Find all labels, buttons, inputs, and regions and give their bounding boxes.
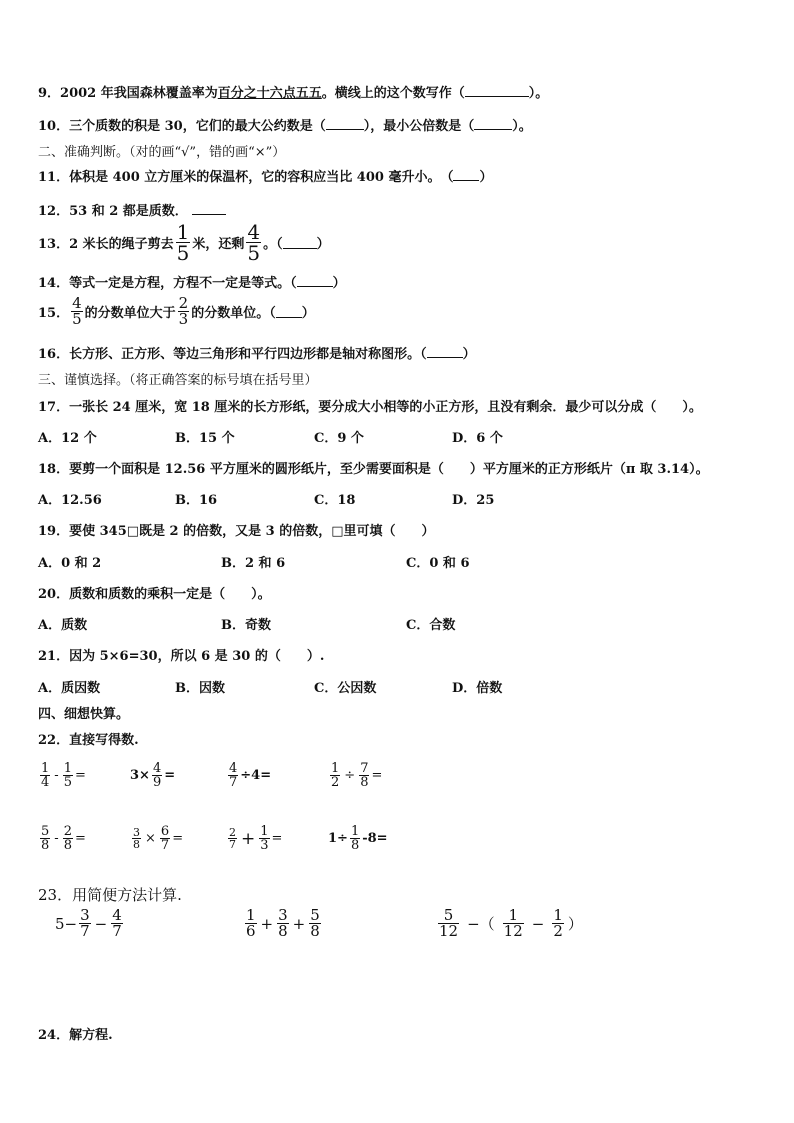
question-20: 20．质数和质数的乘积一定是（ ）。	[38, 587, 271, 602]
q9-text: 9．2002 年我国森林覆盖率为	[38, 86, 218, 101]
q14-end: ）	[332, 276, 346, 291]
fraction: $\frac{2}{8}$	[63, 824, 72, 853]
question-10	[38, 115, 532, 134]
q22-expr-8: 1÷ $\frac{1}{8}$ -8=	[328, 824, 388, 853]
q22-expr-2: 3× $\frac{4}{9}$ =	[130, 761, 176, 790]
q12-text: 12．53 和 2 都是质数．	[38, 204, 188, 219]
q12-blank[interactable]	[192, 202, 226, 215]
q15-end: ）	[301, 306, 315, 321]
question-24-title: 24．解方程.	[38, 1028, 113, 1043]
q18-option-b[interactable]: B．16	[175, 493, 218, 508]
q13-blank[interactable]	[283, 236, 317, 249]
q13-mid: 米，还剩	[192, 237, 245, 252]
fraction: $\frac{1}{2}$	[331, 761, 340, 790]
question-16	[38, 343, 476, 362]
q19-option-b[interactable]: B．2 和 6	[221, 556, 286, 571]
q22-expr-1: $\frac{1}{4}$ - $\frac{1}{5}$ =	[41, 761, 86, 790]
q20-option-b[interactable]: B．奇数	[221, 618, 271, 633]
q19-option-c[interactable]: C．0 和 6	[406, 556, 470, 571]
q9-answer-blank[interactable]	[465, 84, 529, 97]
q11-text: 11．体积是 400 立方厘米的保温杯，它的容积应当比 400 毫升小。 （	[38, 170, 454, 185]
q21-option-c[interactable]: C．公因数	[314, 681, 377, 696]
q15-mid: 的分数单位大于	[84, 306, 176, 321]
fraction: $\frac{7}{8}$	[360, 761, 369, 790]
fraction: $\frac{1}{2}$	[553, 906, 563, 940]
q22-expr-5: $\frac{5}{8}$ - $\frac{2}{8}$ =	[41, 824, 86, 853]
q21-option-d[interactable]: D．倍数	[452, 681, 503, 696]
q15-blank[interactable]	[276, 305, 302, 318]
q14-blank[interactable]	[297, 274, 333, 287]
q13-pre: 13．2 米长的绳子剪去	[38, 237, 174, 252]
q11-end: ）	[479, 170, 493, 185]
fraction: $\frac{1}{3}$	[260, 824, 269, 853]
q21-option-b[interactable]: B．因数	[175, 681, 225, 696]
fraction: $\frac{1}{8}$	[350, 824, 360, 853]
question-19: 19．要使 345□既是 2 的倍数，又是 3 的倍数，□里可填（ ）	[38, 524, 435, 539]
q18-option-a[interactable]: A．12.56	[38, 493, 102, 508]
q10-text: 10．三个质数的积是 30，它们的最大公约数是（	[38, 119, 326, 134]
question-12	[38, 200, 226, 219]
section-3-heading: 三、谨慎选择。（将正确答案的标号填在括号里）	[38, 373, 318, 388]
q17-option-d[interactable]: D．6 个	[452, 431, 503, 446]
q16-end: ）	[462, 347, 476, 362]
fraction: $\frac{1}{12}$	[503, 906, 523, 940]
q10-end: ）。	[512, 119, 532, 134]
q21-option-a[interactable]: A．质因数	[38, 681, 101, 696]
q22-expr-6: $\frac{3}{8}$ × $\frac{6}{7}$ =	[133, 824, 184, 853]
fraction: $\frac{4}{7}$	[112, 906, 122, 940]
fraction: $\frac{1}{5}$	[63, 761, 72, 790]
q16-text: 16．长方形、正方形、等边三角形和平行四边形都是轴对称图形。（	[38, 347, 427, 362]
fraction: $\frac{5}{12}$	[439, 906, 459, 940]
question-23-title: 23．用简便方法计算.	[38, 886, 182, 904]
question-18: 18．要剪一个面积是 12.56 平方厘米的圆形纸片，至少需要面积是（ ）平方厘米的正方形纸片（π 取 3.14）。	[38, 462, 709, 477]
fraction: $\frac{3}{8}$	[278, 906, 288, 940]
q17-option-a[interactable]: A．12 个	[38, 431, 97, 446]
q9-post: 。横线上的这个数写作（	[321, 86, 465, 101]
q20-option-a[interactable]: A．质数	[38, 618, 88, 633]
q14-text: 14．等式一定是方程，方程不一定是等式。（	[38, 276, 297, 291]
q10-blank-gcd[interactable]	[326, 117, 364, 130]
section-2-heading: 二、准确判断。（对的画“√”，错的画“×”）	[38, 145, 286, 160]
fraction: $\frac{3}{8}$	[133, 826, 140, 851]
q10-mid: ），最小公倍数是（	[363, 119, 475, 134]
q13-fraction-2: $\frac{4}{5}$	[247, 220, 261, 265]
q18-option-c[interactable]: C．18	[314, 493, 356, 508]
q18-option-d[interactable]: D．25	[452, 493, 495, 508]
fraction: $\frac{1}{4}$	[41, 761, 50, 790]
question-15	[38, 296, 315, 327]
q16-blank[interactable]	[427, 345, 463, 358]
q9-underlined: 百分之十六点五五	[217, 86, 322, 101]
q23-expr-1: 5− $\frac{3}{7}$ − $\frac{4}{7}$	[55, 906, 122, 940]
q15-post: 的分数单位。（	[191, 306, 276, 321]
fraction: $\frac{1}{6}$	[246, 906, 256, 940]
q10-blank-lcm[interactable]	[474, 117, 512, 130]
q17-option-c[interactable]: C．9 个	[314, 431, 364, 446]
q23-expr-3: $\frac{5}{12}$ −（ $\frac{1}{12}$ − $\frac{1}{2}$ ）	[439, 906, 583, 940]
q9-end: ）。	[528, 86, 549, 101]
q19-option-a[interactable]: A．0 和 2	[38, 556, 102, 571]
q22-expr-4: $\frac{1}{2}$ ÷ $\frac{7}{8}$ =	[331, 761, 383, 790]
q15-fraction-1: $\frac{4}{5}$	[72, 294, 82, 328]
question-14	[38, 272, 346, 291]
fraction: $\frac{4}{7}$	[229, 761, 238, 790]
q13-post: 。（	[263, 237, 283, 252]
q20-option-c[interactable]: C．合数	[406, 618, 456, 633]
q11-blank[interactable]	[453, 168, 479, 181]
fraction: $\frac{5}{8}$	[310, 906, 320, 940]
q15-fraction-2: $\frac{2}{3}$	[178, 294, 189, 328]
q15-pre: 15．	[38, 306, 70, 321]
fraction: $\frac{2}{7}$	[229, 826, 236, 851]
question-13	[38, 222, 330, 263]
question-21: 21．因为 5×6=30，所以 6 是 30 的（ ）.	[38, 649, 325, 664]
q17-option-b[interactable]: B．15 个	[175, 431, 235, 446]
q22-expr-3: $\frac{4}{7}$ ÷4=	[229, 761, 272, 790]
q23-expr-2: $\frac{1}{6}$ + $\frac{3}{8}$ + $\frac{5}{8}$	[246, 906, 320, 940]
q22-expr-7: $\frac{2}{7}$ + $\frac{1}{3}$ =	[229, 824, 283, 853]
fraction: $\frac{4}{9}$	[152, 761, 162, 790]
question-11	[38, 166, 492, 185]
q13-fraction-1: $\frac{1}{5}$	[176, 220, 190, 265]
section-4-heading: 四、细想快算。	[38, 707, 130, 722]
question-22-title: 22．直接写得数.	[38, 733, 139, 748]
fraction: $\frac{5}{8}$	[41, 824, 50, 853]
q13-end: ）	[316, 237, 330, 252]
question-9	[38, 82, 548, 101]
fraction: $\frac{3}{7}$	[80, 906, 90, 940]
fraction: $\frac{6}{7}$	[160, 824, 170, 853]
question-17: 17．一张长 24 厘米，宽 18 厘米的长方形纸，要分成大小相等的小正方形，且没有剩余．最少可以分成（ ）。	[38, 400, 702, 415]
